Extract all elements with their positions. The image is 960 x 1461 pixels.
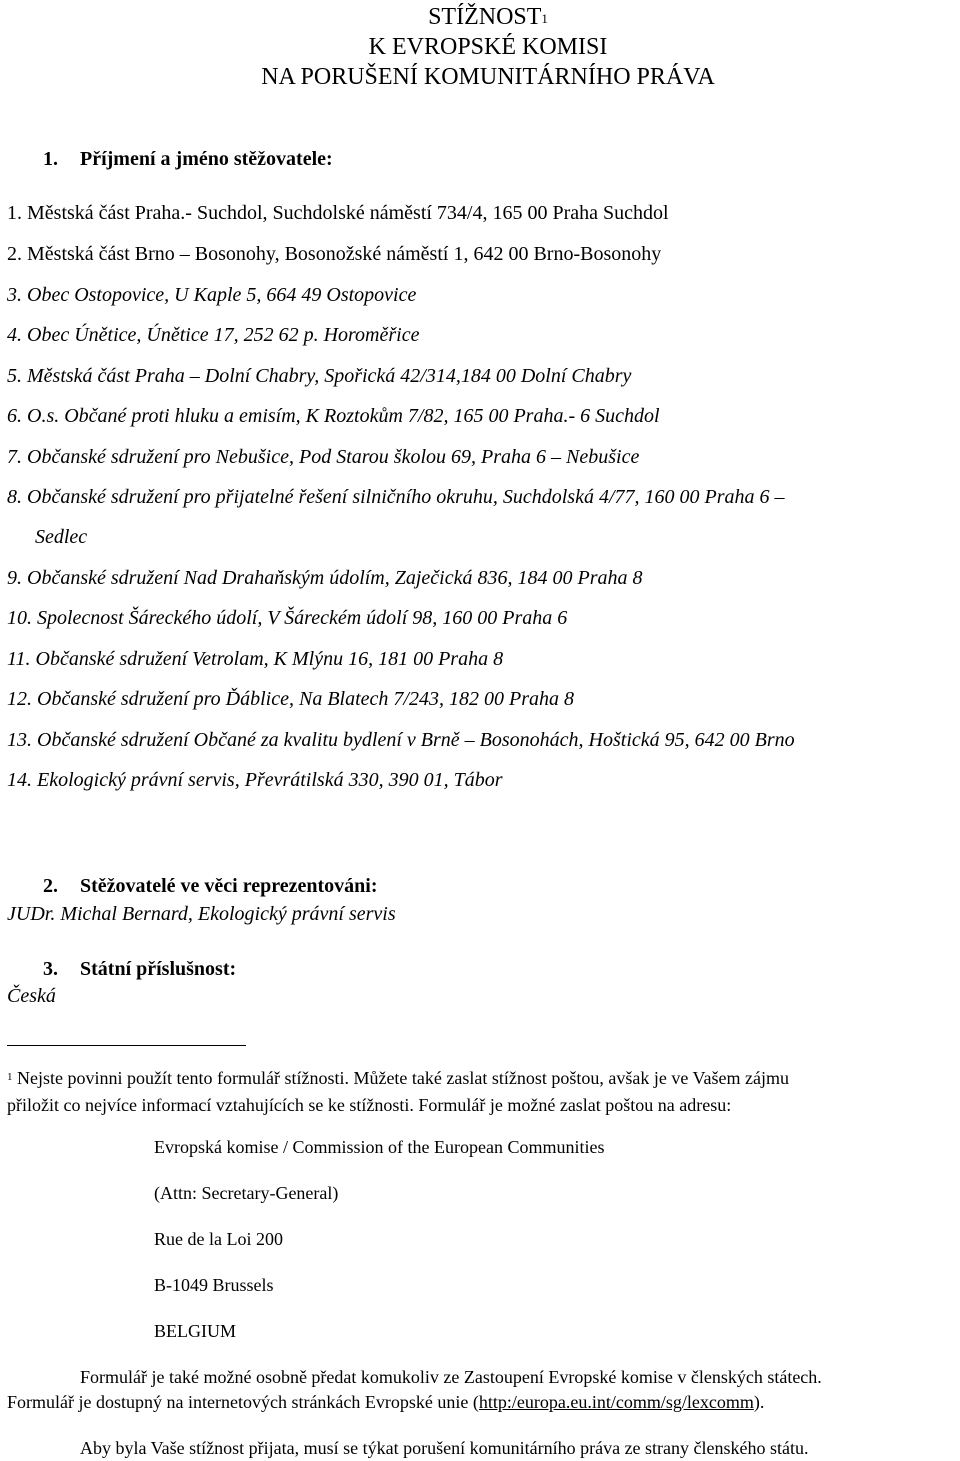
address-line: Rue de la Loi 200	[154, 1229, 283, 1249]
address-line: BELGIUM	[154, 1321, 236, 1341]
complainant-item: 13. Občanské sdružení Občané za kvalitu bydlení v Brně – Bosonohách, Hoštická 95, 642 00 Brno	[7, 729, 795, 751]
nationality-value: Česká	[7, 985, 56, 1007]
lexcomm-link[interactable]: http:/europa.eu.int/comm/sg/lexcomm	[478, 1392, 754, 1412]
complainant-item: 5. Městská část Praha – Dolní Chabry, Spořická 42/314,184 00 Dolní Chabry	[7, 365, 632, 387]
footnote-line-2: přiložit co nejvíce informací vztahujících se ke stížnosti. Formulář je možné zaslat poštou na adresu:	[7, 1095, 732, 1115]
complainant-item: 11. Občanské sdružení Vetrolam, K Mlýnu 16, 181 00 Praha 8	[7, 648, 504, 670]
footnote-line-1: $^1$ Nejste povinni použít tento formulář stížnosti. Můžete také zaslat stížnost poštou, avšak je ve Vašem zájmu	[7, 1068, 789, 1088]
title-line-3: NA PORUŠENÍ KOMUNITÁRNÍHO PRÁVA	[261, 64, 715, 90]
complainant-item: 2. Městská část Brno – Bosonohy, Bosonožské náměstí 1, 642 00 Brno-Bosonohy	[7, 243, 662, 265]
delivery-note-line-1: Formulář je také možné osobně předat komukoliv ze Zastoupení Evropské komise v členských státech.	[80, 1367, 822, 1387]
complainant-item-continuation: Sedlec	[35, 526, 88, 548]
address-line: (Attn: Secretary-General)	[154, 1183, 339, 1203]
address-line: Evropská komise / Commission of the European Communities	[154, 1137, 605, 1157]
complainant-item: 1. Městská část Praha.- Suchdol, Suchdolské náměstí 734/4, 165 00 Praha Suchdol	[7, 202, 669, 224]
footnote-divider	[7, 1045, 246, 1046]
complainant-item: 7. Občanské sdružení pro Nebušice, Pod Starou školou 69, Praha 6 – Nebušice	[7, 446, 640, 468]
address-line: B-1049 Brussels	[154, 1275, 274, 1295]
complainant-item: 10. Spolecnost Šáreckého údolí, V Šáreckém údolí 98, 160 00 Praha 6	[7, 607, 568, 629]
footnote-mark: 1	[541, 11, 548, 26]
acceptance-note: Aby byla Vaše stížnost přijata, musí se týkat porušení komunitárního práva ze strany členského státu.	[80, 1438, 809, 1458]
delivery-note-line-2: Formulář je dostupný na internetových stránkách Evropské unie (http:/europa.eu.int/comm/sg/lexcomm).	[7, 1392, 765, 1412]
section-1-heading: 1. Příjmení a jméno stěžovatele:	[43, 148, 333, 170]
complainant-item: 8. Občanské sdružení pro přijatelné řešení silničního okruhu, Suchdolská 4/77, 160 00 Praha 6 –	[7, 486, 785, 508]
complainant-item: 4. Obec Únětice, Únětice 17, 252 62 p. Horoměřice	[7, 324, 420, 346]
document-title	[0, 2, 960, 92]
complainant-item: 3. Obec Ostopovice, U Kaple 5, 664 49 Ostopovice	[7, 284, 417, 306]
title-line-1: STÍŽNOST$^1$	[428, 4, 548, 30]
complainant-item: 14. Ekologický právní servis, Převrátilská 330, 390 01, Tábor	[7, 769, 503, 791]
section-2-heading: 2. Stěžovatelé ve věci reprezentováni:	[43, 875, 378, 897]
complainant-item: 9. Občanské sdružení Nad Drahaňským údolím, Zaječická 836, 184 00 Praha 8	[7, 567, 643, 589]
section-3-heading: 3. Státní příslušnost:	[43, 958, 237, 980]
complainant-item: 12. Občanské sdružení pro Ďáblice, Na Blatech 7/243, 182 00 Praha 8	[7, 688, 574, 710]
footnote-number: 1	[7, 1071, 13, 1083]
representative-value: JUDr. Michal Bernard, Ekologický právní servis	[7, 903, 396, 925]
complainant-item: 6. O.s. Občané proti hluku a emisím, K Roztokům 7/82, 165 00 Praha.- 6 Suchdol	[7, 405, 660, 427]
title-line-2: K EVROPSKÉ KOMISI	[368, 34, 608, 60]
